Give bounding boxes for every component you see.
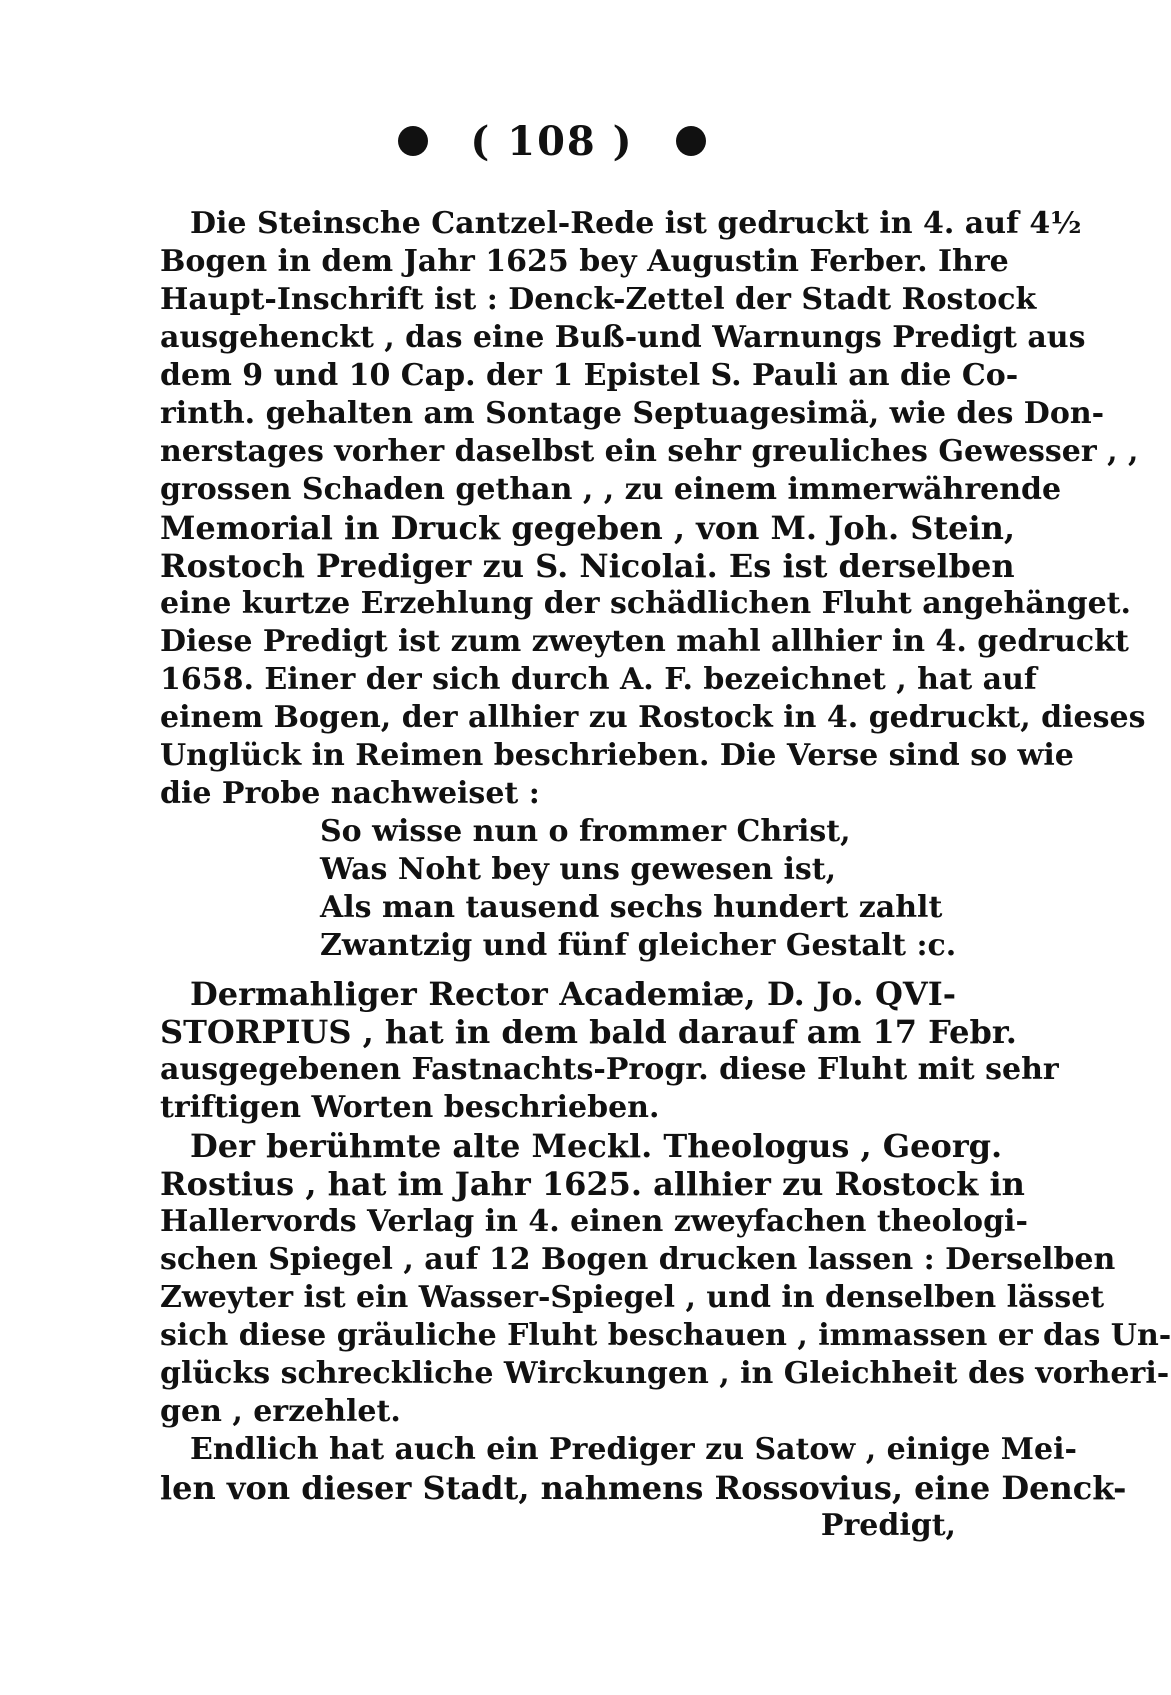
paragraph-gap (160, 965, 956, 975)
page-header (0, 118, 1104, 165)
text-line: die Probe nachweiset : (160, 776, 540, 811)
text-line: gen , erzehlet. (160, 1394, 401, 1429)
text-line: 1658. Einer der sich durch A. F. bezeichnet , hat auf (160, 662, 1037, 697)
text-line: Memorial in Druck gegeben , von M. Joh. Stein, (160, 509, 1016, 547)
text-line: STORPIUS , hat in dem bald darauf am 17 Febr. (160, 1013, 1017, 1051)
text-line: Zwantzig und fünf gleicher Gestalt :c. (320, 928, 957, 963)
text-line: Unglück in Reimen beschrieben. Die Verse sind so wie (160, 738, 1074, 773)
text-line: Predigt, (820, 1508, 956, 1543)
text-line: nerstages vorher daselbst ein sehr greuliches Gewesser , , (160, 434, 1139, 469)
text-line: dem 9 und 10 Cap. der 1 Epistel S. Pauli an die Co- (160, 358, 1019, 393)
text-line: eine kurtze Erzehlung der schädlichen Fluht angehänget. (160, 586, 1131, 621)
text-line: Die Steinsche Cantzel-Rede ist gedruckt in 4. auf 4½ (190, 206, 1082, 241)
text-line: Was Noht bey uns gewesen ist, (320, 852, 837, 887)
text-line: sich diese gräuliche Fluht beschauen , immassen er das Un- (160, 1318, 1171, 1353)
text-line: Dermahliger Rector Academiæ, D. Jo. QVI- (190, 975, 956, 1013)
page-number: ( 108 ) (470, 118, 634, 165)
text-line: So wisse nun o frommer Christ, (320, 814, 851, 849)
text-line: einem Bogen, der allhier zu Rostock in 4. gedruckt, dieses (160, 700, 1146, 735)
text-line: ausgehenckt , das eine Buß-und Warnungs Predigt aus (160, 320, 1086, 355)
body-text (160, 205, 1171, 1545)
text-line: grossen Schaden gethan , , zu einem immerwährende (160, 472, 1062, 507)
text-line: ausgegebenen Fastnachts-Progr. diese Fluht mit sehr (160, 1052, 1059, 1087)
text-line: Endlich hat auch ein Prediger zu Satow , einige Mei- (190, 1432, 1077, 1467)
text-line: Haupt-Inschrift ist : Denck-Zettel der Stadt Rostock (160, 282, 1037, 317)
text-line: rinth. gehalten am Sontage Septuagesimä, wie des Don- (160, 396, 1105, 431)
ornament-left-icon (398, 126, 428, 156)
text-line: Rostoch Prediger zu S. Nicolai. Es ist derselben (160, 547, 1015, 585)
text-line: len von dieser Stadt, nahmens Rossovius, eine Denck- (160, 1469, 1127, 1507)
text-line: Zweyter ist ein Wasser-Spiegel , und in denselben lässet (160, 1280, 1105, 1315)
text-line: Diese Predigt ist zum zweyten mahl allhier in 4. gedruckt (160, 624, 1129, 659)
text-line: Als man tausend sechs hundert zahlt (320, 890, 943, 925)
text-line: Der berühmte alte Meckl. Theologus , Georg. (190, 1127, 1003, 1165)
text-line: triftigen Worten beschrieben. (160, 1090, 660, 1125)
text-line: Hallervords Verlag in 4. einen zweyfachen theologi- (160, 1204, 1028, 1239)
text-line: glücks schreckliche Wirckungen , in Gleichheit des vorheri- (160, 1356, 1170, 1391)
text-line: Bogen in dem Jahr 1625 bey Augustin Ferber. Ihre (160, 244, 1009, 279)
ornament-right-icon (676, 126, 706, 156)
text-line: schen Spiegel , auf 12 Bogen drucken lassen : Derselben (160, 1242, 1116, 1277)
text-line: Rostius , hat im Jahr 1625. allhier zu Rostock in (160, 1165, 1025, 1203)
